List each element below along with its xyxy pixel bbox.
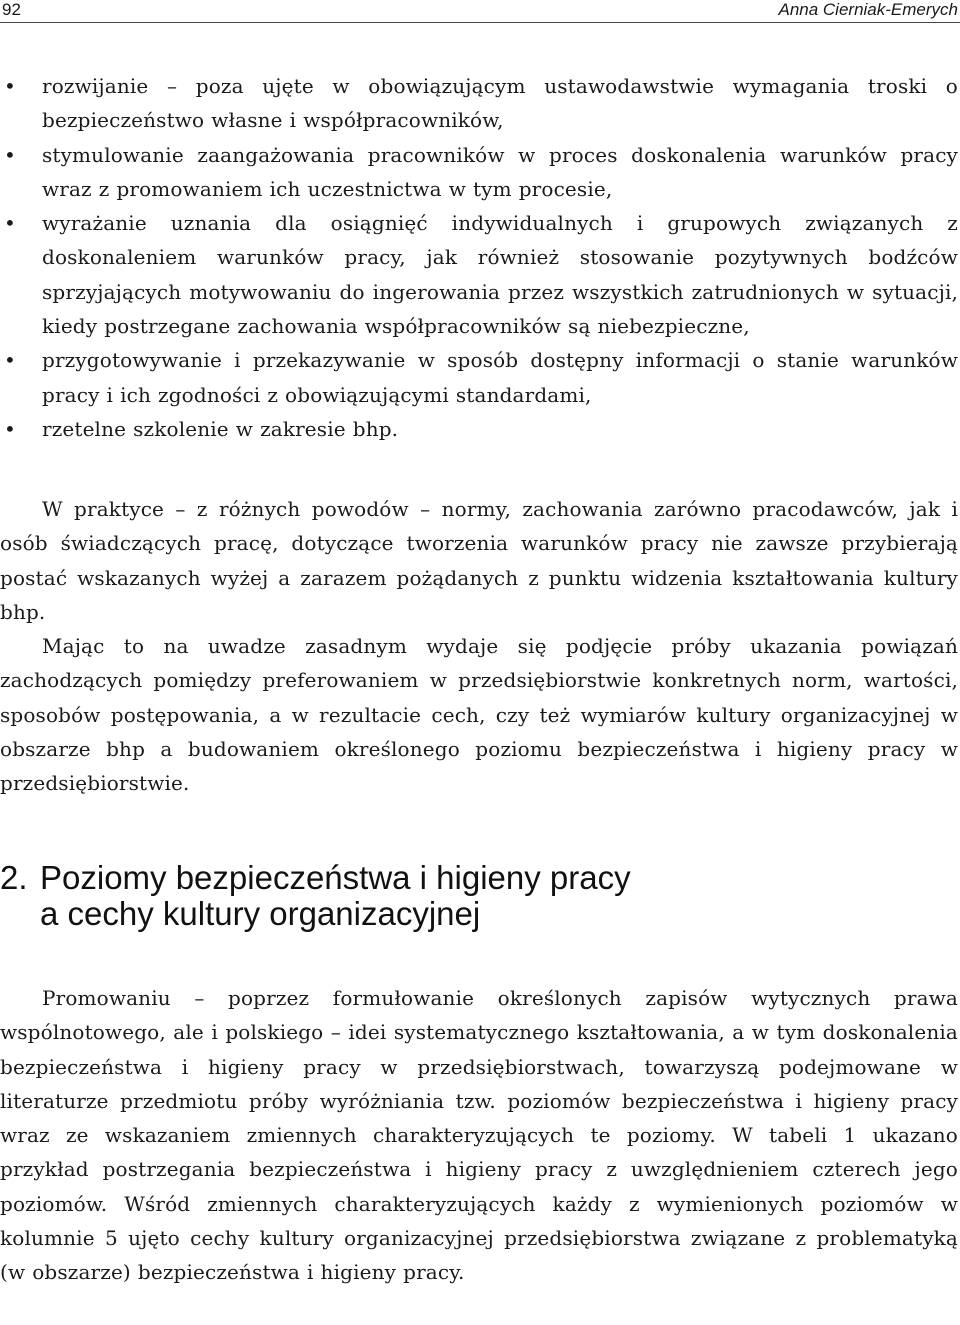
list-item-text: przygotowywanie i przekazywanie w sposób dostępny informacji o stanie warunków pracy i ich zgodności z obowiązującymi standardami, <box>42 348 958 407</box>
list-item-text: stymulowanie zaangażowania pracowników w proces doskonalenia warunków pracy wraz z promowaniem ich uczestnictwa w tym procesie, <box>42 142 958 201</box>
running-header <box>0 0 960 23</box>
section-title-line2: a cechy kultury organizacyjnej <box>40 895 481 932</box>
body-text-block <box>0 492 958 801</box>
list-item <box>0 69 958 138</box>
list-item-text: rozwijanie – poza ujęte w obowiązującym ustawodawstwie wymagania troski o bezpieczeństwo własne i współpracowników, <box>42 74 958 133</box>
bullet-icon: • <box>4 416 16 441</box>
section-heading <box>0 860 958 932</box>
list-item <box>0 206 958 343</box>
section-title-line1: Poziomy bezpieczeństwa i higieny pracy <box>40 859 631 896</box>
paragraph: Promowaniu – poprzez formułowanie określonych zapisów wytycznych prawa wspólnotowego, ale i polskiego – idei systematycznego kształtowania, a w tym doskonalenia bezpieczeństwa i higieny pracy w przedsiębiorstwach, towarzyszą podejmowane w literaturze przedmiotu próby wyróżniania tzw. poziomów bezpieczeństwa i higieny pracy wraz ze wskazaniem zmiennych charakteryzujących te poziomy. W tabeli 1 ukazano przykład postrzegania bezpieczeństwa i higieny pracy z uwzględnieniem czterech jego poziomów. Wśród zmiennych charakteryzujących każdy z wymienionych poziomów w kolumnie 5 ujęto cechy kultury organizacyjnej przedsiębiorstwa związane z problematyką (w obszarze) bezpieczeństwa i higieny pracy. <box>0 986 958 1285</box>
bullet-list <box>0 69 958 446</box>
bullet-icon: • <box>4 211 16 236</box>
section-number: 2. <box>0 859 28 896</box>
list-item <box>0 412 958 446</box>
paragraph: W praktyce – z różnych powodów – normy, zachowania zarówno pracodawców, jak i osób świadczących pracę, dotyczące tworzenia warunków pracy nie zawsze przybierają postać wskazanych wyżej a zarazem pożądanych z punktu widzenia kształtowania kultury bhp. <box>0 497 958 624</box>
bullet-icon: • <box>4 74 16 98</box>
bullet-icon: • <box>4 142 16 167</box>
list-item-text: wyrażanie uznania dla osiągnięć indywidualnych i grupowych związanych z doskonaleniem warunków pracy, jak również stosowanie pozytywnych bodźców sprzyjających motywowaniu do ingerowania przez wszystkich zatrudnionych w sytuacji, kiedy postrzegane zachowania współpracowników są niebezpieczne, <box>42 211 958 339</box>
page-number: 92 <box>2 0 21 19</box>
body-text-block <box>0 981 958 1290</box>
list-item-text: rzetelne szkolenie w zakresie bhp. <box>42 416 399 441</box>
paragraph: Mając to na uwadze zasadnym wydaje się podjęcie próby ukazania powiązań zachodzących pomiędzy preferowaniem w przedsiębiorstwie konkretnych norm, wartości, sposobów postępowania, a w rezultacie cech, czy też wymiarów kultury organizacyjnej w obszarze bhp a budowaniem określonego poziomu bezpieczeństwa i higieny pracy w przedsiębiorstwie. <box>0 634 958 796</box>
list-item <box>0 138 958 207</box>
list-item <box>0 343 958 412</box>
running-head-author: Anna Cierniak-Emerych <box>778 0 958 19</box>
bullet-icon: • <box>4 348 16 373</box>
